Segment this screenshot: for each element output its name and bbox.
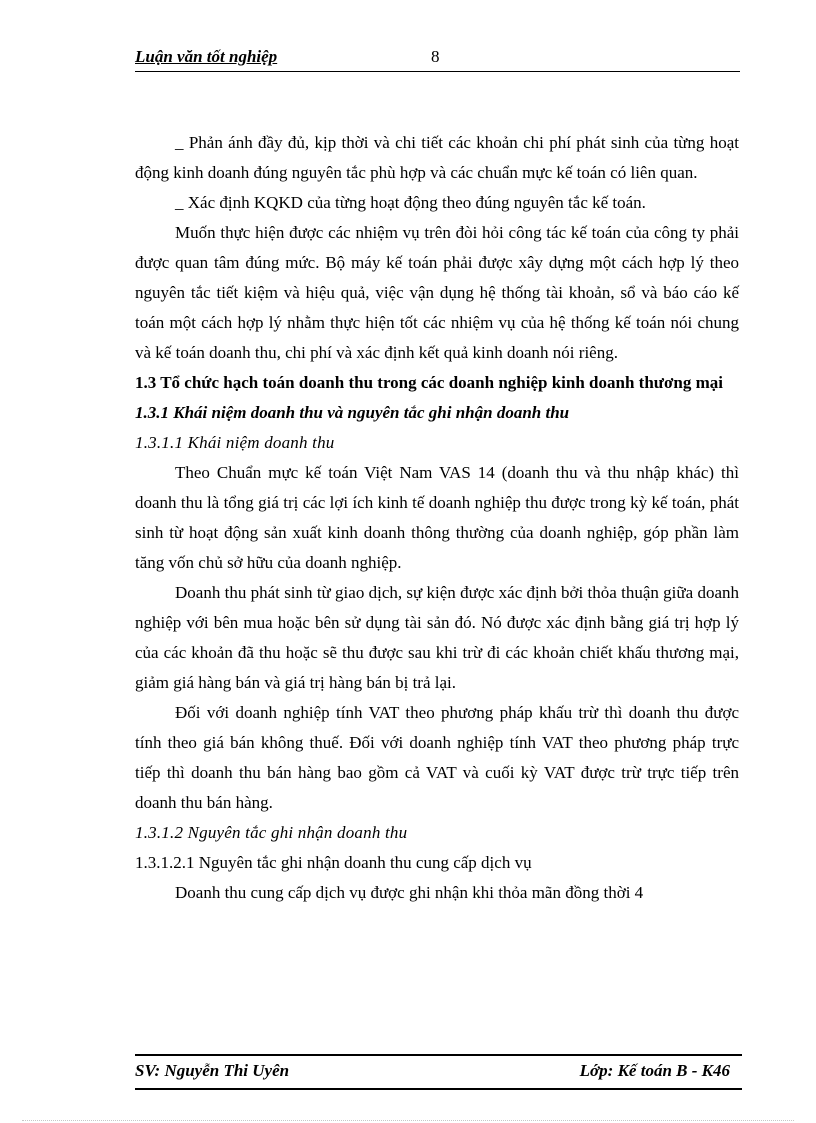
document-title: Luận văn tốt nghiệp — [135, 47, 278, 66]
paragraph: _ Xác định KQKD của từng hoạt động theo đúng nguyên tắc kế toán. — [175, 193, 646, 212]
paragraph: _ Phản ánh đầy đủ, kịp thời và chi tiết các khoản chi phí phát sinh của từng hoạt động kinh doanh đúng nguyên tắc phù hợp và các chuẩn mực kế toán có liên quan. — [135, 133, 739, 182]
page-header — [135, 47, 740, 72]
paragraph: Theo Chuẩn mực kế toán Việt Nam VAS 14 (doanh thu và thu nhập khác) thì doanh thu là tổng giá trị các lợi ích kinh tế doanh nghiệp thu được trong kỳ kế toán, phát sinh từ hoạt động sản xuất kinh doanh thông thường của doanh nghiệp, góp phần làm tăng vốn chủ sở hữu của doanh nghiệp. — [135, 463, 739, 572]
document-body — [135, 128, 739, 908]
class-name: Lớp: Kế toán B - K46 — [579, 1061, 730, 1080]
item-heading: 1.3.1.2.1 Nguyên tắc ghi nhận doanh thu cung cấp dịch vụ — [135, 853, 532, 872]
minor-heading: 1.3.1.2 Nguyên tắc ghi nhận doanh thu — [135, 823, 408, 842]
page-number: 8 — [431, 47, 440, 66]
paragraph: Doanh thu phát sinh từ giao dịch, sự kiện được xác định bởi thỏa thuận giữa doanh nghiệp với bên mua hoặc bên sử dụng tài sản đó. Nó được xác định bằng giá trị hợp lý của các khoản đã thu hoặc sẽ thu được sau khi trừ đi các khoản chiết khấu thương mại, giảm giá hàng bán và giá trị hàng bán bị trả lại. — [135, 583, 739, 692]
paragraph: Đối với doanh nghiệp tính VAT theo phương pháp khấu trừ thì doanh thu được tính theo giá bán không thuế. Đối với doanh nghiệp tính VAT theo phương pháp trực tiếp thì doanh thu bán hàng bao gồm cả VAT và cuối kỳ VAT được trừ trực tiếp trên doanh thu bán hàng. — [135, 703, 739, 812]
paragraph: Muốn thực hiện được các nhiệm vụ trên đòi hỏi công tác kế toán của công ty phải được quan tâm đúng mức. Bộ máy kế toán phải được xây dựng một cách hợp lý theo nguyên tắc tiết kiệm và hiệu quả, việc vận dụng hệ thống tài khoản, sổ và báo cáo kế toán một cách hợp lý nhằm thực hiện tốt các nhiệm vụ của hệ thống kế toán nói chung và kế toán doanh thu, chi phí và xác định kết quả kinh doanh nói riêng. — [135, 223, 739, 362]
minor-heading: 1.3.1.1 Khái niệm doanh thu — [135, 433, 335, 452]
page-footer — [135, 1054, 742, 1082]
subsection-heading: 1.3.1 Khái niệm doanh thu và nguyên tắc ghi nhận doanh thu — [135, 403, 570, 422]
student-name: SV: Nguyễn Thi Uyên — [135, 1061, 290, 1080]
paragraph: Doanh thu cung cấp dịch vụ được ghi nhận khi thỏa mãn đồng thời 4 — [175, 883, 644, 902]
section-heading: 1.3 Tổ chức hạch toán doanh thu trong các doanh nghiệp kinh doanh thương mại — [135, 373, 723, 392]
page-edge-divider — [22, 1120, 794, 1121]
footer-divider — [135, 1088, 742, 1090]
